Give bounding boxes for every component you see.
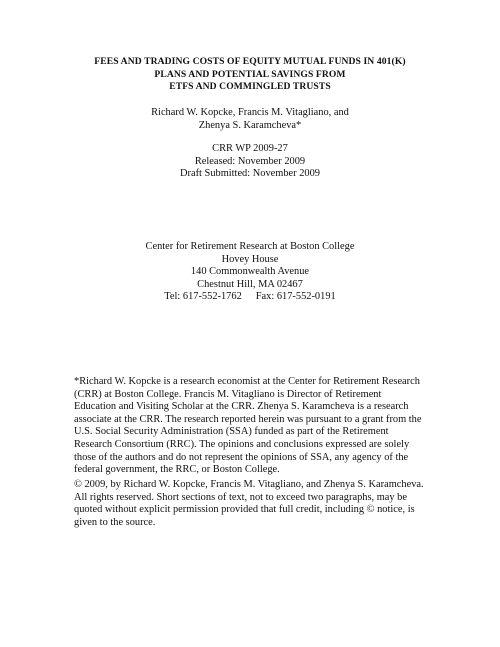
footnote-line: U.S. Social Security Administration (SSA) funded as part of the Retirement [74,426,389,438]
institution-address [40,241,460,304]
footnote-line: Education and Visiting Scholar at the CRR. Zhenya S. Karamcheva is a research [74,401,409,413]
organization-name: Center for Retirement Research at Boston College [145,241,355,252]
release-date: Released: November 2009 [194,155,306,167]
copyright-notice [74,479,439,529]
footnote-line: Research Consortium (RRC). The opinions and conclusions expressed are solely [74,438,410,450]
building-name: Hovey House [221,253,279,265]
footnote-line: federal government, the RRC, or Boston College. [74,464,280,476]
copyright-line: quoted without explicit permission provided that full credit, including © notice, is [74,504,415,516]
fax: Fax: 617-552-0191 [255,291,336,303]
title-line-2: PLANS AND POTENTIAL SAVINGS FROM [154,68,346,80]
copyright-line: All rights reserved. Short sections of text, not to exceed two paragraphs, may be [74,491,407,503]
contact-line [40,291,460,304]
paper-title [40,56,460,94]
city-address: Chestnut Hill, MA 02467 [197,278,303,290]
title-line-1: FEES AND TRADING COSTS OF EQUITY MUTUAL FUNDS IN 401(K) [94,56,406,67]
author-list [40,107,460,132]
working-paper-number: CRR WP 2009-27 [212,143,288,154]
footnote-line: those of the authors and do not represent the opinions of SSA, any agency of the [74,451,409,463]
footnote-line: *Richard W. Kopcke is a research economist at the Center for Retirement Research [74,376,420,387]
copyright-line: given to the source. [74,516,156,528]
street-address: 140 Commonwealth Avenue [190,266,310,278]
working-paper-info [40,143,460,181]
title-line-3: ETFS AND COMMINGLED TRUSTS [169,81,331,93]
author-footnote [74,376,439,477]
footnote-line: (CRR) at Boston College. Francis M. Vitagliano is Director of Retirement [74,388,382,400]
copyright-line: © 2009, by Richard W. Kopcke, Francis M. Vitagliano, and Zhenya S. Karamcheva. [74,479,424,490]
draft-submitted-date: Draft Submitted: November 2009 [180,168,320,180]
authors-line-1: Richard W. Kopcke, Francis M. Vitagliano, and [151,107,349,118]
authors-line-2: Zhenya S. Karamcheva* [198,119,302,131]
telephone: Tel: 617-552-1762 [164,291,242,303]
footnote-line: associate at the CRR. The research reported herein was pursuant to a grant from the [74,413,422,425]
